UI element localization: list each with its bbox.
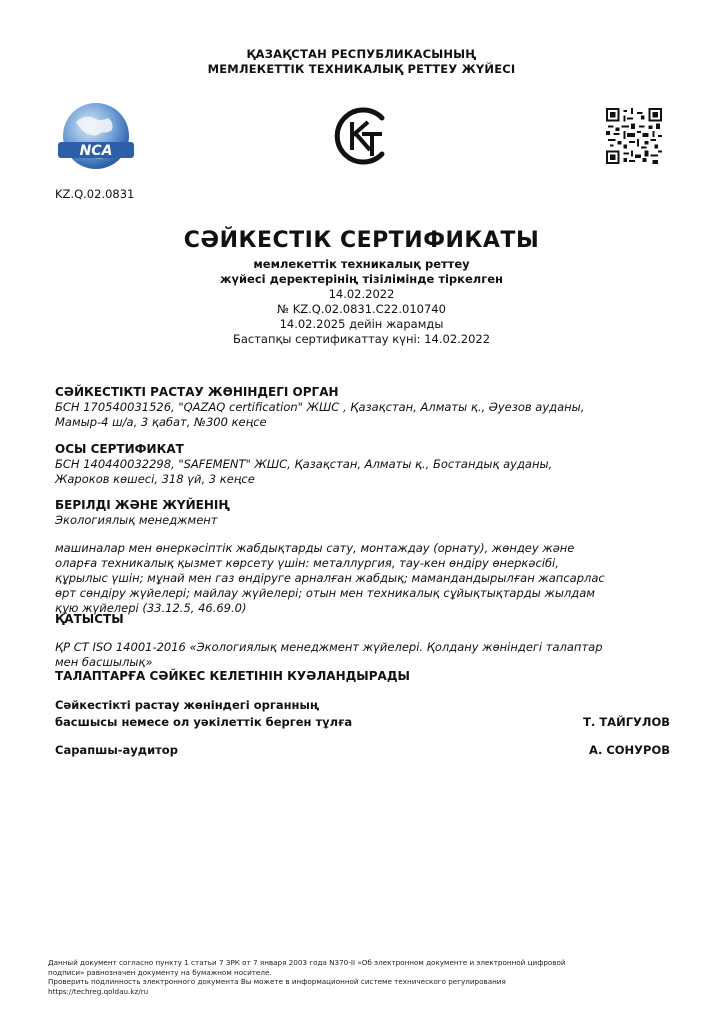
header-line-2: МЕМЛЕКЕТТІК ТЕХНИКАЛЫҚ РЕТТЕУ ЖҮЙЕСІ [207,62,516,76]
certificate-holder-details [55,457,675,487]
valid-until: 14.02.2025 дейін жарамды [279,317,444,331]
conformity-body-line-1: БСН 170540031526, "QAZAQ certification" ЖШС , Қазақстан, Алматы қ., Әуезов ауданы, [55,400,585,414]
footer-line-2: подписи» равнозначен документу на бумажном носителе. [48,967,272,977]
certificate-title: СӘЙКЕСТІК СЕРТИФИКАТЫ [183,228,540,253]
qr-code-icon [606,108,662,164]
holder-line-1: БСН 140440032298, "SAFEMENT" ЖШС, Қазақстан, Алматы қ., Бостандық ауданы, [55,457,553,471]
registry-line-1: мемлекеттік техникалық реттеу [253,257,470,271]
certificate-holder-heading: ОСЫ СЕРТИФИКАТ [55,442,184,456]
registration-date: 14.02.2022 [328,287,395,301]
footer-verification-link[interactable]: https://techreg.qoldau.kz/ru [48,986,149,996]
management-system: Экологиялық менеджмент [55,513,218,527]
kt-conformity-mark-icon [330,104,394,168]
scope-line-3: құрылыс үшін; мұнай мен газ өндіруге арналған жабдық; мамандандырылған жапсарлас [55,571,605,585]
head-signature-label-2: басшысы немесе ол уәкілеттік берген тұлға [55,715,353,729]
conformity-body-line-2: Мамыр-4 ш/а, 3 қабат, №300 кеңсе [55,415,267,429]
registry-line-2: жүйесі деректерінің тізілімінде тіркелген [220,272,503,286]
head-signature-label-1: Сәйкестікті растау жөніндегі органның [55,698,320,712]
auditor-name: А. СОНУРОВ [589,743,670,757]
scope-line-5: құю жүйелері (33.12.5, 46.69.0) [55,601,247,615]
auditor-label: Сарапшы-аудитор [55,743,178,757]
conformity-body-heading: СӘЙКЕСТІКТІ РАСТАУ ЖӨНІНДЕГІ ОРГАН [55,385,339,399]
initial-certification-date: Бастапқы сертификаттау күні: 14.02.2022 [232,332,491,346]
certificate-number: № KZ.Q.02.0831.C22.010740 [277,302,446,316]
head-signature-row [55,714,670,731]
compliance-statement: ТАЛАПТАРҒА СӘЙКЕС КЕЛЕТІНІН КУӘЛАНДЫРАДЫ [55,669,410,683]
footer-line-1: Данный документ согласно пункту 1 статьи 7 ЗРК от 7 января 2003 года N370-II «Об электронном документе и электронной цифровой [48,958,566,967]
standard-line-2: мен басшылық» [55,655,153,669]
auditor-signature-row [55,742,670,759]
conformity-body-details [55,400,675,430]
registration-code: KZ.Q.02.0831 [55,187,135,201]
head-signatory-name: Т. ТАЙГУЛОВ [583,715,670,729]
scope-line-1: машиналар мен өнеркәсіптік жабдықтарды сату, монтаждау (орнату), жөндеу және [55,541,575,555]
standard-line-1: ҚР СТ ISO 14001-2016 «Экологиялық менеджмент жүйелері. Қолдану жөніндегі талаптар [55,640,603,654]
scope-line-2: оларға техникалық қызмет көрсету үшін: металлургия, тау-кен өндіру өнеркәсібі, [55,556,559,570]
nca-globe-logo [54,100,138,176]
issuer-header [0,47,723,77]
scope-line-4: өрт сөндіру жүйелері; майлау жүйелері; отын мен техникалық сұйықтықтарды жылдам [55,586,595,600]
issued-heading: БЕРІЛДІ ЖӘНЕ ЖҮЙЕНІҢ [55,498,230,512]
footer-line-3: Проверить подлинность электронного документа Вы можете в информационной системе технического регулирования [48,977,506,987]
holder-line-2: Жароков көшесі, 318 үй, 3 кеңсе [55,472,255,486]
standard-reference [55,640,675,670]
legal-footer [48,958,688,996]
scope-of-activity [55,541,675,616]
svg-text:NCA: NCA [79,143,113,159]
relation-heading: ҚАТЫСТЫ [55,612,124,626]
header-line-1: ҚАЗАҚСТАН РЕСПУБЛИКАСЫНЫҢ [246,47,477,61]
